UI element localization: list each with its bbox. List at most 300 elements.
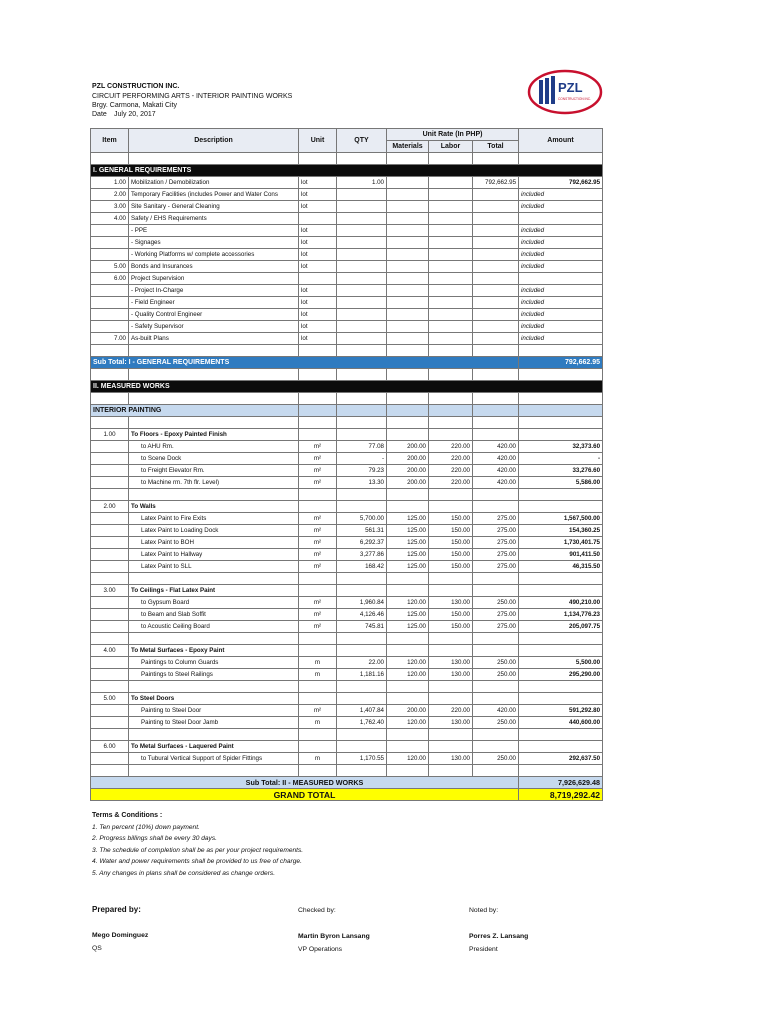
empty-cell bbox=[129, 681, 299, 693]
item-total bbox=[473, 225, 519, 237]
table-row bbox=[91, 441, 603, 453]
item-description: - Safety Supervisor bbox=[129, 321, 299, 333]
empty-cell bbox=[129, 345, 299, 357]
item-labor: 150.00 bbox=[429, 561, 473, 573]
empty-cell bbox=[429, 573, 473, 585]
item-total bbox=[473, 273, 519, 285]
term-item: 2. Progress billings shall be every 30 days. bbox=[92, 835, 217, 842]
blank-row bbox=[91, 153, 603, 165]
item-unit: m bbox=[299, 753, 337, 765]
item-total bbox=[473, 333, 519, 345]
empty-cell bbox=[387, 345, 429, 357]
empty-cell bbox=[337, 417, 387, 429]
item-number bbox=[91, 561, 129, 573]
item-materials: 200.00 bbox=[387, 441, 429, 453]
item-description: - Field Engineer bbox=[129, 297, 299, 309]
item-unit: m² bbox=[299, 453, 337, 465]
noted-name: Porres Z. Lansang bbox=[469, 933, 529, 940]
item-materials bbox=[387, 249, 429, 261]
col-item: Item bbox=[91, 129, 129, 153]
item-unit: m² bbox=[299, 621, 337, 633]
subtotal-value: 792,662.95 bbox=[519, 357, 603, 369]
prepared-name: Mego Dominguez bbox=[92, 932, 149, 939]
empty-cell bbox=[129, 633, 299, 645]
empty-cell bbox=[519, 645, 603, 657]
empty-cell bbox=[473, 489, 519, 501]
table-row bbox=[91, 657, 603, 669]
item-amount: included bbox=[519, 237, 603, 249]
item-qty bbox=[337, 297, 387, 309]
item-amount: 591,292.80 bbox=[519, 705, 603, 717]
item-number bbox=[91, 753, 129, 765]
empty-cell bbox=[519, 585, 603, 597]
item-description: Site Sanitary - General Cleaning bbox=[129, 201, 299, 213]
item-total: 420.00 bbox=[473, 705, 519, 717]
blank-row bbox=[91, 573, 603, 585]
terms-title: Terms & Conditions : bbox=[92, 812, 163, 819]
item-materials bbox=[387, 297, 429, 309]
empty-cell bbox=[429, 393, 473, 405]
item-qty bbox=[337, 285, 387, 297]
empty-cell bbox=[299, 369, 337, 381]
section-title: I. GENERAL REQUIREMENTS bbox=[91, 165, 603, 177]
item-description: Latex Paint to Fire Exits bbox=[129, 513, 299, 525]
table-row bbox=[91, 297, 603, 309]
item-materials: 125.00 bbox=[387, 609, 429, 621]
item-description: - Signages bbox=[129, 237, 299, 249]
empty-cell bbox=[473, 693, 519, 705]
terms-section bbox=[92, 810, 303, 879]
empty-cell bbox=[129, 153, 299, 165]
empty-cell bbox=[473, 573, 519, 585]
item-total bbox=[473, 321, 519, 333]
item-amount: 46,315.50 bbox=[519, 561, 603, 573]
table-row bbox=[91, 621, 603, 633]
empty-cell bbox=[129, 729, 299, 741]
empty-cell bbox=[473, 369, 519, 381]
empty-cell bbox=[337, 345, 387, 357]
table-row bbox=[91, 753, 603, 765]
col-labor: Labor bbox=[429, 141, 473, 153]
empty-cell bbox=[429, 633, 473, 645]
item-qty bbox=[337, 333, 387, 345]
item-qty bbox=[337, 309, 387, 321]
item-labor: 150.00 bbox=[429, 513, 473, 525]
empty-cell bbox=[299, 645, 337, 657]
item-total: 420.00 bbox=[473, 441, 519, 453]
empty-cell bbox=[387, 153, 429, 165]
empty-cell bbox=[429, 645, 473, 657]
group-title: To Walls bbox=[129, 501, 299, 513]
empty-cell bbox=[299, 573, 337, 585]
empty-cell bbox=[91, 153, 129, 165]
item-labor bbox=[429, 261, 473, 273]
item-total: 275.00 bbox=[473, 561, 519, 573]
item-unit bbox=[299, 213, 337, 225]
item-number: 2.00 bbox=[91, 189, 129, 201]
item-amount: 5,586.00 bbox=[519, 477, 603, 489]
table-row bbox=[91, 465, 603, 477]
item-labor bbox=[429, 225, 473, 237]
empty-cell bbox=[429, 429, 473, 441]
item-labor: 130.00 bbox=[429, 717, 473, 729]
empty-cell bbox=[519, 489, 603, 501]
item-total bbox=[473, 249, 519, 261]
item-number bbox=[91, 453, 129, 465]
group-item: 4.00 bbox=[91, 645, 129, 657]
group-header bbox=[91, 741, 603, 753]
empty-cell bbox=[129, 369, 299, 381]
item-number bbox=[91, 321, 129, 333]
empty-cell bbox=[387, 693, 429, 705]
empty-cell bbox=[129, 489, 299, 501]
table-row bbox=[91, 513, 603, 525]
item-materials: 125.00 bbox=[387, 561, 429, 573]
empty-cell bbox=[337, 681, 387, 693]
blank-row bbox=[91, 345, 603, 357]
item-amount: 440,600.00 bbox=[519, 717, 603, 729]
item-qty: - bbox=[337, 453, 387, 465]
item-description: Project Supervision bbox=[129, 273, 299, 285]
empty-cell bbox=[299, 345, 337, 357]
group-title: To Steel Doors bbox=[129, 693, 299, 705]
empty-cell bbox=[337, 369, 387, 381]
item-number: 6.00 bbox=[91, 273, 129, 285]
empty-cell bbox=[473, 405, 519, 417]
item-amount: 792,662.95 bbox=[519, 177, 603, 189]
item-materials: 120.00 bbox=[387, 657, 429, 669]
col-qty: QTY bbox=[337, 129, 387, 153]
empty-cell bbox=[91, 393, 129, 405]
logo-text: PZL bbox=[558, 80, 583, 95]
item-qty: 5,700.00 bbox=[337, 513, 387, 525]
item-unit: m² bbox=[299, 705, 337, 717]
empty-cell bbox=[299, 693, 337, 705]
item-unit: lot bbox=[299, 237, 337, 249]
item-number bbox=[91, 309, 129, 321]
item-amount bbox=[519, 273, 603, 285]
empty-cell bbox=[473, 345, 519, 357]
empty-cell bbox=[519, 429, 603, 441]
empty-cell bbox=[299, 153, 337, 165]
item-number bbox=[91, 465, 129, 477]
item-amount: included bbox=[519, 225, 603, 237]
empty-cell bbox=[299, 429, 337, 441]
item-number bbox=[91, 513, 129, 525]
item-labor bbox=[429, 297, 473, 309]
item-description: Safety / EHS Requirements bbox=[129, 213, 299, 225]
empty-cell bbox=[337, 765, 387, 777]
subtotal-label: Sub Total: I - GENERAL REQUIREMENTS bbox=[91, 357, 519, 369]
item-description: to AHU Rm. bbox=[129, 441, 299, 453]
section-header bbox=[91, 381, 603, 393]
item-number: 3.00 bbox=[91, 201, 129, 213]
item-unit: lot bbox=[299, 333, 337, 345]
item-labor: 220.00 bbox=[429, 465, 473, 477]
section-header bbox=[91, 165, 603, 177]
empty-cell bbox=[387, 645, 429, 657]
empty-cell bbox=[299, 489, 337, 501]
item-amount: included bbox=[519, 321, 603, 333]
empty-cell bbox=[337, 741, 387, 753]
blank-row bbox=[91, 417, 603, 429]
table-row bbox=[91, 477, 603, 489]
item-qty: 13.30 bbox=[337, 477, 387, 489]
empty-cell bbox=[387, 741, 429, 753]
empty-cell bbox=[91, 765, 129, 777]
table-row bbox=[91, 609, 603, 621]
blank-row bbox=[91, 729, 603, 741]
empty-cell bbox=[299, 585, 337, 597]
item-labor: 130.00 bbox=[429, 753, 473, 765]
item-total: 420.00 bbox=[473, 477, 519, 489]
empty-cell bbox=[473, 681, 519, 693]
item-qty bbox=[337, 237, 387, 249]
item-number bbox=[91, 477, 129, 489]
term-item: 1. Ten percent (10%) down payment. bbox=[92, 823, 200, 831]
item-labor bbox=[429, 213, 473, 225]
item-number bbox=[91, 669, 129, 681]
item-unit: m² bbox=[299, 513, 337, 525]
date-value: July 20, 2017 bbox=[114, 111, 156, 118]
item-labor: 130.00 bbox=[429, 597, 473, 609]
item-materials bbox=[387, 261, 429, 273]
empty-cell bbox=[91, 369, 129, 381]
table-row bbox=[91, 225, 603, 237]
item-materials bbox=[387, 237, 429, 249]
empty-cell bbox=[519, 153, 603, 165]
item-qty: 77.08 bbox=[337, 441, 387, 453]
subsection-header bbox=[91, 405, 603, 417]
item-description: - Project In-Charge bbox=[129, 285, 299, 297]
blank-row bbox=[91, 681, 603, 693]
item-labor bbox=[429, 201, 473, 213]
item-amount: 1,730,401.75 bbox=[519, 537, 603, 549]
table-row bbox=[91, 213, 603, 225]
item-description: to Gypsum Board bbox=[129, 597, 299, 609]
empty-cell bbox=[519, 729, 603, 741]
item-description: Painting to Steel Door Jamb bbox=[129, 717, 299, 729]
checked-label: Checked by: bbox=[298, 907, 336, 914]
empty-cell bbox=[519, 693, 603, 705]
item-labor: 130.00 bbox=[429, 669, 473, 681]
noted-role: President bbox=[469, 946, 498, 953]
item-number bbox=[91, 717, 129, 729]
item-materials bbox=[387, 177, 429, 189]
empty-cell bbox=[429, 489, 473, 501]
item-unit: m bbox=[299, 657, 337, 669]
item-amount: 490,210.00 bbox=[519, 597, 603, 609]
item-qty: 561.31 bbox=[337, 525, 387, 537]
item-qty: 4,126.46 bbox=[337, 609, 387, 621]
empty-cell bbox=[519, 393, 603, 405]
item-unit: lot bbox=[299, 261, 337, 273]
empty-cell bbox=[473, 633, 519, 645]
empty-cell bbox=[129, 765, 299, 777]
item-materials: 125.00 bbox=[387, 549, 429, 561]
empty-cell bbox=[387, 501, 429, 513]
item-description: to Freight Elevator Rm. bbox=[129, 465, 299, 477]
group-item: 1.00 bbox=[91, 429, 129, 441]
item-number bbox=[91, 441, 129, 453]
item-number: 1.00 bbox=[91, 177, 129, 189]
item-number bbox=[91, 225, 129, 237]
empty-cell bbox=[337, 573, 387, 585]
item-amount: 1,567,500.00 bbox=[519, 513, 603, 525]
subtotal-row bbox=[91, 777, 603, 789]
item-unit: m bbox=[299, 669, 337, 681]
empty-cell bbox=[299, 633, 337, 645]
item-total: 420.00 bbox=[473, 465, 519, 477]
table-row bbox=[91, 189, 603, 201]
item-labor: 150.00 bbox=[429, 537, 473, 549]
item-materials: 125.00 bbox=[387, 513, 429, 525]
empty-cell bbox=[387, 729, 429, 741]
item-labor: 150.00 bbox=[429, 609, 473, 621]
empty-cell bbox=[519, 405, 603, 417]
logo-subtext: CONSTRUCTION INC. bbox=[558, 97, 591, 101]
empty-cell bbox=[387, 489, 429, 501]
item-qty bbox=[337, 273, 387, 285]
item-amount: 33,276.60 bbox=[519, 465, 603, 477]
item-amount: included bbox=[519, 297, 603, 309]
item-description: - Working Platforms w/ complete accessories bbox=[129, 249, 299, 261]
item-materials: 120.00 bbox=[387, 669, 429, 681]
empty-cell bbox=[337, 429, 387, 441]
item-qty: 6,292.37 bbox=[337, 537, 387, 549]
empty-cell bbox=[429, 765, 473, 777]
item-total: 275.00 bbox=[473, 549, 519, 561]
empty-cell bbox=[337, 405, 387, 417]
empty-cell bbox=[387, 633, 429, 645]
empty-cell bbox=[429, 417, 473, 429]
item-labor: 130.00 bbox=[429, 657, 473, 669]
item-unit: lot bbox=[299, 309, 337, 321]
item-amount: 1,134,776.23 bbox=[519, 609, 603, 621]
empty-cell bbox=[299, 501, 337, 513]
term-item: 3. The schedule of completion shall be as per your project requirements. bbox=[92, 846, 304, 854]
group-item: 6.00 bbox=[91, 741, 129, 753]
empty-cell bbox=[519, 345, 603, 357]
item-description: Paintings to Column Guards bbox=[129, 657, 299, 669]
item-qty bbox=[337, 321, 387, 333]
term-item: 5. Any changes in plans shall be considered as change orders. bbox=[92, 869, 276, 877]
empty-cell bbox=[337, 585, 387, 597]
empty-cell bbox=[519, 501, 603, 513]
item-labor: 150.00 bbox=[429, 549, 473, 561]
item-materials: 125.00 bbox=[387, 525, 429, 537]
table-row bbox=[91, 453, 603, 465]
empty-cell bbox=[519, 765, 603, 777]
item-unit: lot bbox=[299, 249, 337, 261]
empty-cell bbox=[519, 741, 603, 753]
item-total: 275.00 bbox=[473, 621, 519, 633]
empty-cell bbox=[519, 633, 603, 645]
empty-cell bbox=[337, 489, 387, 501]
group-header bbox=[91, 585, 603, 597]
item-description: Painting to Steel Door bbox=[129, 705, 299, 717]
group-header bbox=[91, 645, 603, 657]
empty-cell bbox=[387, 573, 429, 585]
item-materials: 200.00 bbox=[387, 453, 429, 465]
empty-cell bbox=[473, 585, 519, 597]
table-row bbox=[91, 669, 603, 681]
item-unit: lot bbox=[299, 189, 337, 201]
item-total: 250.00 bbox=[473, 717, 519, 729]
item-description: to Tubural Vertical Support of Spider Fittings bbox=[129, 753, 299, 765]
item-number: 4.00 bbox=[91, 213, 129, 225]
item-total bbox=[473, 189, 519, 201]
item-number bbox=[91, 609, 129, 621]
group-title: To Ceilings - Flat Latex Paint bbox=[129, 585, 299, 597]
item-total bbox=[473, 285, 519, 297]
item-qty: 168.42 bbox=[337, 561, 387, 573]
empty-cell bbox=[129, 393, 299, 405]
date-label: Date bbox=[92, 111, 107, 118]
item-qty bbox=[337, 261, 387, 273]
empty-cell bbox=[429, 369, 473, 381]
item-total: 250.00 bbox=[473, 669, 519, 681]
item-labor bbox=[429, 249, 473, 261]
item-total: 792,662.95 bbox=[473, 177, 519, 189]
item-amount: included bbox=[519, 189, 603, 201]
item-unit: m² bbox=[299, 537, 337, 549]
item-materials bbox=[387, 201, 429, 213]
empty-cell bbox=[387, 393, 429, 405]
empty-cell bbox=[337, 693, 387, 705]
empty-cell bbox=[91, 681, 129, 693]
item-labor: 220.00 bbox=[429, 453, 473, 465]
item-unit bbox=[299, 273, 337, 285]
item-labor bbox=[429, 309, 473, 321]
empty-cell bbox=[299, 729, 337, 741]
item-number bbox=[91, 597, 129, 609]
item-description: - PPE bbox=[129, 225, 299, 237]
col-total: Total bbox=[473, 141, 519, 153]
item-amount bbox=[519, 213, 603, 225]
item-number bbox=[91, 525, 129, 537]
group-item: 2.00 bbox=[91, 501, 129, 513]
item-amount: included bbox=[519, 261, 603, 273]
empty-cell bbox=[299, 741, 337, 753]
item-unit: m² bbox=[299, 609, 337, 621]
item-amount: included bbox=[519, 309, 603, 321]
item-materials: 125.00 bbox=[387, 621, 429, 633]
table-row bbox=[91, 333, 603, 345]
empty-cell bbox=[519, 681, 603, 693]
item-qty: 1.00 bbox=[337, 177, 387, 189]
col-amount: Amount bbox=[519, 129, 603, 153]
item-qty: 1,170.55 bbox=[337, 753, 387, 765]
group-header bbox=[91, 693, 603, 705]
item-description: to Machine rm. 7th flr. Level) bbox=[129, 477, 299, 489]
empty-cell bbox=[387, 405, 429, 417]
item-labor: 220.00 bbox=[429, 705, 473, 717]
empty-cell bbox=[473, 645, 519, 657]
item-description: Latex Paint to Hallway bbox=[129, 549, 299, 561]
item-description: Temporary Facilities (includes Power and Water Cons bbox=[129, 189, 299, 201]
item-amount: 205,097.75 bbox=[519, 621, 603, 633]
empty-cell bbox=[337, 645, 387, 657]
empty-cell bbox=[129, 417, 299, 429]
item-qty: 1,762.40 bbox=[337, 717, 387, 729]
subtotal-label: Sub Total: II - MEASURED WORKS bbox=[91, 777, 519, 789]
subsection-title: INTERIOR PAINTING bbox=[91, 405, 299, 417]
item-amount: included bbox=[519, 285, 603, 297]
empty-cell bbox=[91, 489, 129, 501]
company-name: PZL CONSTRUCTION INC. bbox=[92, 83, 180, 90]
item-description: Latex Paint to Loading Dock bbox=[129, 525, 299, 537]
